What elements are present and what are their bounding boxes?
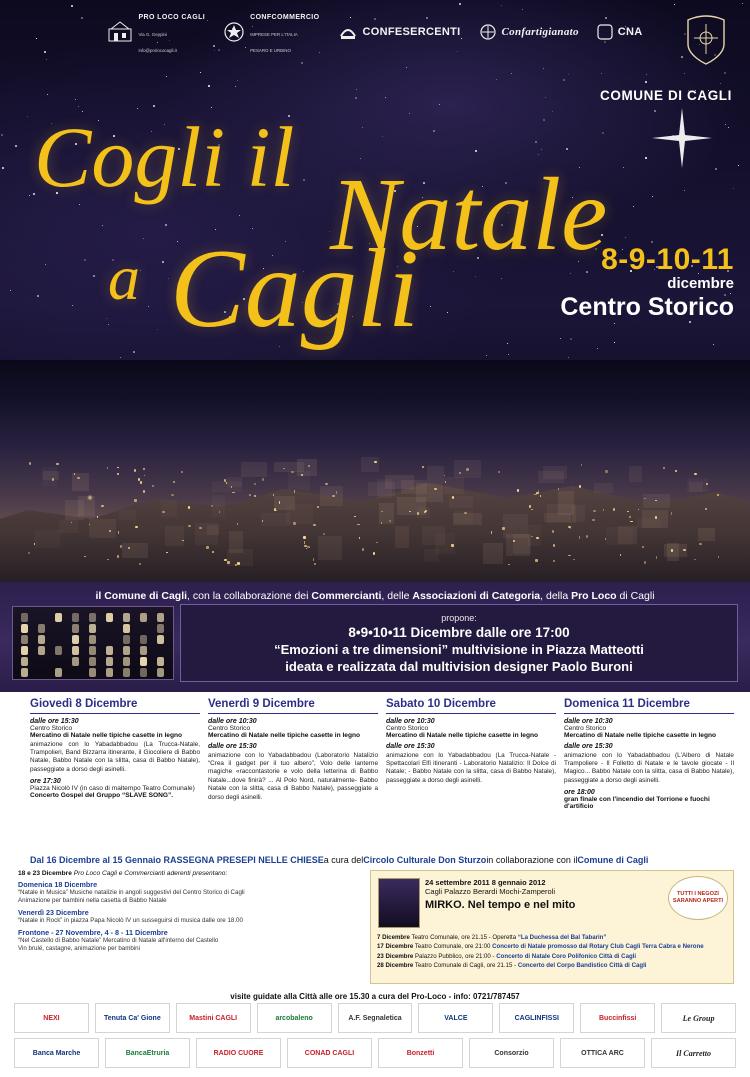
right-event-4 [377, 961, 727, 970]
town-night-photo [0, 360, 750, 582]
left-event-2-title: Venerdì 23 Dicembre [18, 908, 89, 918]
right-event-2-bold: Concerto di Natale promosso dal Rotary Club Cagli Terra Cabra e Nerone [492, 943, 704, 951]
logo-confcommercio-line3: PESARO E URBINO [250, 48, 291, 54]
day1-b1-bold: Concerto Gospel del Gruppo “SLAVE SONG”. [30, 792, 174, 800]
day4-b1-hour: dalle ore 15:30 [564, 743, 613, 750]
pro-loco-icon [107, 19, 133, 45]
logo-confcommercio [223, 7, 319, 57]
confesercenti-icon [338, 22, 358, 42]
sponsor-row-2 [14, 1038, 736, 1068]
sponsor-logo[interactable]: arcobaleno [257, 1003, 332, 1033]
left-event-2 [18, 908, 358, 925]
mirko-venue: Cagli Palazzo Berardi Mochi-Zamperoli [425, 887, 556, 896]
day-column-venerdi [208, 698, 378, 802]
day1-b0-bold: Mercatino di Natale nelle tipiche casette in legno [30, 732, 183, 739]
presepi-t1: a cura del [323, 855, 364, 865]
day1-b1-hour: ore 17:30 [30, 778, 61, 786]
day2-rule [208, 713, 378, 714]
multivision-line3: ideata e realizzata dal multivision designer Paolo Buroni [285, 658, 633, 674]
days-section [0, 692, 750, 854]
day-column-sabato [386, 698, 556, 785]
star-decoration-icon [652, 108, 712, 168]
sponsor-logo[interactable]: NEXI [14, 1003, 89, 1033]
day4-rule [564, 713, 734, 714]
lower-headline [18, 870, 358, 877]
day4-title: Domenica 11 Dicembre [564, 698, 690, 710]
day2-b0-bold: Mercatino di Natale nelle tipiche casette in legno [208, 732, 361, 739]
mirko-title: MIRKO. Nel tempo e nel mito [425, 899, 576, 911]
sponsor-logo[interactable]: Mastini CAGLI [176, 1003, 251, 1033]
right-event-3-date: 23 Dicembre [377, 952, 414, 960]
mirko-dates: 24 settembre 2011 8 gennaio 2012 [425, 878, 546, 887]
logo-confartigianato [479, 23, 579, 41]
left-event-1-sub: “Natale in Musica” Musiche natalizie in angoli suggestivi del Centro Storico di Cagli [18, 889, 245, 896]
event-place: Centro Storico [560, 293, 734, 321]
logo-pro-loco-cagli [107, 7, 205, 57]
presepi-circolo: Circolo Culturale Don Sturzo [363, 855, 487, 865]
logo-confesercenti [338, 22, 461, 42]
intro-t2: , delle [381, 590, 413, 602]
mirko-poster-thumbnail [378, 878, 420, 928]
day1-b0-text: animazione con lo Yabadabbadou (La Trucca-Natale, Trampolieri, Band Bizzarra itinerante, il Giocoliere di Babbo Natale, Babbo Natale con la slitta, casa di Babbo Natale), passeggiate a dorso degli asinelli. [30, 740, 200, 773]
event-dates-block [560, 243, 734, 322]
logo-pro-loco-line3: info@prolococagli.it [138, 48, 177, 54]
day2-b0-loc: Centro Storico [208, 725, 251, 732]
title-word-natale: Natale [330, 157, 608, 272]
right-event-1-venue: Teatro Comunale, ore 21.15 - Operetta [409, 934, 518, 941]
confcommercio-icon [223, 21, 245, 43]
left-event-3 [18, 928, 358, 953]
logo-confesercenti-label: CONFESERCENTI [362, 26, 461, 38]
day4-b2-bold: gran finale con l'incendio del Torrione e fuochi d'artificio [564, 796, 710, 811]
left-event-1 [18, 880, 358, 905]
logo-pro-loco-line1: PRO LOCO CAGLI [138, 13, 206, 21]
sponsor-logo[interactable]: Il Carretto [651, 1038, 736, 1068]
presepi-strip [30, 852, 720, 868]
lower-headline-dates: 18 e 23 Dicembre [18, 870, 72, 877]
intro-comune: il Comune di Cagli [95, 590, 188, 602]
day-column-giovedi [30, 698, 200, 799]
day4-b0-bold: Mercatino di Natale nelle tipiche casette in legno [564, 732, 717, 739]
sponsor-logo[interactable]: Tenuta Ca' Gione [95, 1003, 170, 1033]
left-event-3-sub2: Vin brulé, castagne, animazione per bambini [18, 945, 140, 953]
intro-proloco: Pro Loco [571, 590, 617, 602]
right-event-3-venue: Palazzo Pubblico, ore 21:00 - [413, 952, 497, 960]
day3-rule [386, 713, 556, 714]
sponsor-logo[interactable]: CONAD CAGLI [287, 1038, 372, 1068]
intro-t1: , con la collaborazione dei [187, 590, 312, 602]
day2-title: Venerdì 9 Dicembre [208, 698, 315, 710]
right-event-1-bold: “La Duchessa del Bal Tabarin” [517, 934, 607, 941]
intro-associazioni: Associazioni di Categoria [412, 590, 541, 602]
right-event-2-venue: Teatro Comunale, ore 21:00 [413, 943, 493, 951]
title-word-a: a [108, 242, 140, 313]
lower-section [18, 870, 732, 990]
lower-right-box [370, 870, 734, 984]
day2-b0-hour: dalle ore 10:30 [208, 718, 257, 725]
sponsor-row-1 [14, 1003, 736, 1033]
day1-title: Giovedì 8 Dicembre [30, 698, 138, 710]
logo-cna [597, 24, 643, 40]
sponsors-section [14, 1003, 736, 1071]
right-event-2 [377, 942, 727, 951]
day1-b1-loc: Piazza Nicolò IV (in caso di maltempo Teatro Comunale) [30, 785, 195, 793]
sponsor-logo[interactable]: Le Group [661, 1003, 736, 1033]
negozi-aperti-badge: TUTTI I NEGOZI SARANNO APERTI [668, 876, 728, 920]
lower-left-column [18, 870, 358, 953]
day4-b0-loc: Centro Storico [564, 725, 607, 732]
day3-b0-loc: Centro Storico [386, 725, 429, 732]
day4-b2-hour: ore 18:00 [564, 789, 595, 797]
day4-b0-hour: dalle ore 10:30 [564, 718, 613, 725]
cna-icon [597, 24, 613, 40]
sponsor-logo[interactable]: Consorzio [469, 1038, 554, 1068]
event-dates: 8-9-10-11 [601, 243, 734, 276]
left-event-1-sub2: Animazione per bambini nella casetta di Babbo Natale [18, 897, 167, 905]
day3-b0-hour: dalle ore 10:30 [386, 718, 435, 725]
day2-b1-hour: dalle ore 15:30 [208, 743, 257, 750]
event-month: dicembre [667, 275, 734, 292]
sponsor-logo[interactable]: Banca Marche [14, 1038, 99, 1068]
sponsor-logo[interactable]: CAGLINFISSI [499, 1003, 574, 1033]
title-word-cogli: Cogli il [34, 109, 295, 205]
intro-t4: di Cagli [616, 590, 655, 602]
day1-b0-loc: Centro Storico [30, 725, 73, 732]
right-events-list [377, 933, 727, 971]
presepi-t2: in collaborazione con il [486, 855, 578, 865]
right-event-2-date: 17 Dicembre [377, 943, 414, 951]
sponsor-logo[interactable]: VALCE [418, 1003, 493, 1033]
mirko-header [425, 878, 575, 911]
sponsor-logo[interactable]: Buccinfissi [580, 1003, 655, 1033]
right-event-1 [377, 933, 727, 942]
day1-b0-hour: dalle ore 15:30 [30, 718, 79, 725]
intro-band [0, 582, 750, 692]
right-event-4-date: 28 Dicembre [377, 962, 414, 970]
day2-b1-text: animazione con lo Yabadabbadou (Laboratorio Natalizio “Crea il gadget per il tuo albero”, Volo delle lanterne magiche «raccontastorie e volo della letterina di Babbo Natale...dove finirà? ... Al Polo Nord, naturalmente- Babbo Natale con la slitta, casa di Babbo Natale), passeggiate a dorso degli asinelli. [208, 751, 378, 801]
hill-silhouette [0, 432, 750, 582]
left-event-3-sub: “Nel Castello di Babbo Natale” Mercatino di Natale all'interno del Castello [18, 937, 219, 945]
sponsor-logo[interactable]: Bonzetti [378, 1038, 463, 1068]
logo-pro-loco-line2: Via G. Geppini [138, 31, 167, 37]
day1-rule [30, 713, 200, 714]
day3-title: Sabato 10 Dicembre [386, 698, 496, 710]
guided-tours-note: visite guidate alla Città alle ore 15.30 a cura del Pro-Loco - info: 0721/787457 [230, 992, 520, 1001]
multivision-box [180, 604, 738, 682]
presepi-main: Dal 16 Dicembre al 15 Gennaio RASSEGNA PRESEPI NELLE CHIESE [30, 855, 324, 865]
intro-line [0, 590, 750, 602]
sponsor-logo[interactable]: OTTICA ARC [560, 1038, 645, 1068]
day3-b1-hour: dalle ore 15:30 [386, 743, 435, 750]
comune-label: COMUNE DI CAGLI [600, 88, 732, 103]
presepi-comune: Comune di Cagli [577, 855, 649, 865]
left-event-2-sub: “Natale in Rock” in piazza Papa Nicolò IV un susseguirsi di musica dalle ore 18.00 [18, 917, 243, 925]
intro-t3: , della [540, 590, 572, 602]
left-event-1-title: Domenica 18 Dicembre [18, 880, 98, 889]
right-event-4-venue: Teatro Comunale di Cagli, ore 21.15 - [413, 962, 518, 970]
multivision-line1: 8•9•10•11 Dicembre dalle ore 17:00 [348, 624, 570, 640]
logo-confartigianato-label: Confartigianato [501, 26, 579, 38]
right-event-3 [377, 952, 727, 961]
right-event-1-date: 7 Dicembre [377, 934, 410, 941]
sponsor-logo[interactable]: RADIO CUORE [196, 1038, 281, 1068]
logo-confcommercio-line1: CONFCOMMERCIO [250, 13, 320, 21]
right-event-3-bold: Concerto di Natale Coro Polifonico Città di Cagli [496, 952, 637, 960]
title-word-cagli: Cagli [170, 227, 419, 351]
lower-headline-rest: Pro Loco Cagli e Commercianti aderenti presentano: [71, 870, 228, 877]
multivision-photo [12, 606, 174, 680]
right-event-4-bold: Concerto del Corpo Bandistico Città di Cagli [517, 962, 647, 970]
header-logos [0, 0, 750, 64]
intro-commercianti: Commercianti [311, 590, 382, 602]
logo-cna-label: CNA [617, 26, 643, 38]
left-event-3-title: Frontone - 27 Novembre, 4 - 8 - 11 Dicembre [18, 928, 168, 938]
propone-label: propone: [441, 612, 477, 623]
day3-b1-text: animazione con lo Yabadabbadou (La Trucca-Natale - Spettacolari Elfi itineranti - Laboratorio Natalizio: Il Dolce di Natale; - Babbo Natale con la slitta, casa di Babbo Natale), passeggiate a dorso degli asinelli. [386, 751, 556, 784]
sponsor-logo[interactable]: A.F. Segnaletica [338, 1003, 413, 1033]
day-column-domenica [564, 698, 734, 810]
logo-confcommercio-line2: IMPRESE PER L'ITALIA [250, 31, 298, 37]
cagli-crest-icon [684, 14, 728, 66]
confartigianato-icon [479, 23, 497, 41]
day3-b0-bold: Mercatino di Natale nelle tipiche casette in legno [386, 732, 539, 739]
day4-b1-text: animazione con lo Yabadabbadou (L'Albero di Natale Trampoliere - Il Folletto di Natale e le tavole giocate - Il Magico... Babbo Natale con la slitta, casa di Babbo Natale), passeggiate a dorso degli asinelli. [564, 751, 734, 784]
multivision-line2: “Emozioni a tre dimensioni” multivisione in Piazza Matteotti [274, 641, 644, 657]
sponsor-logo[interactable]: BancaEtruria [105, 1038, 190, 1068]
